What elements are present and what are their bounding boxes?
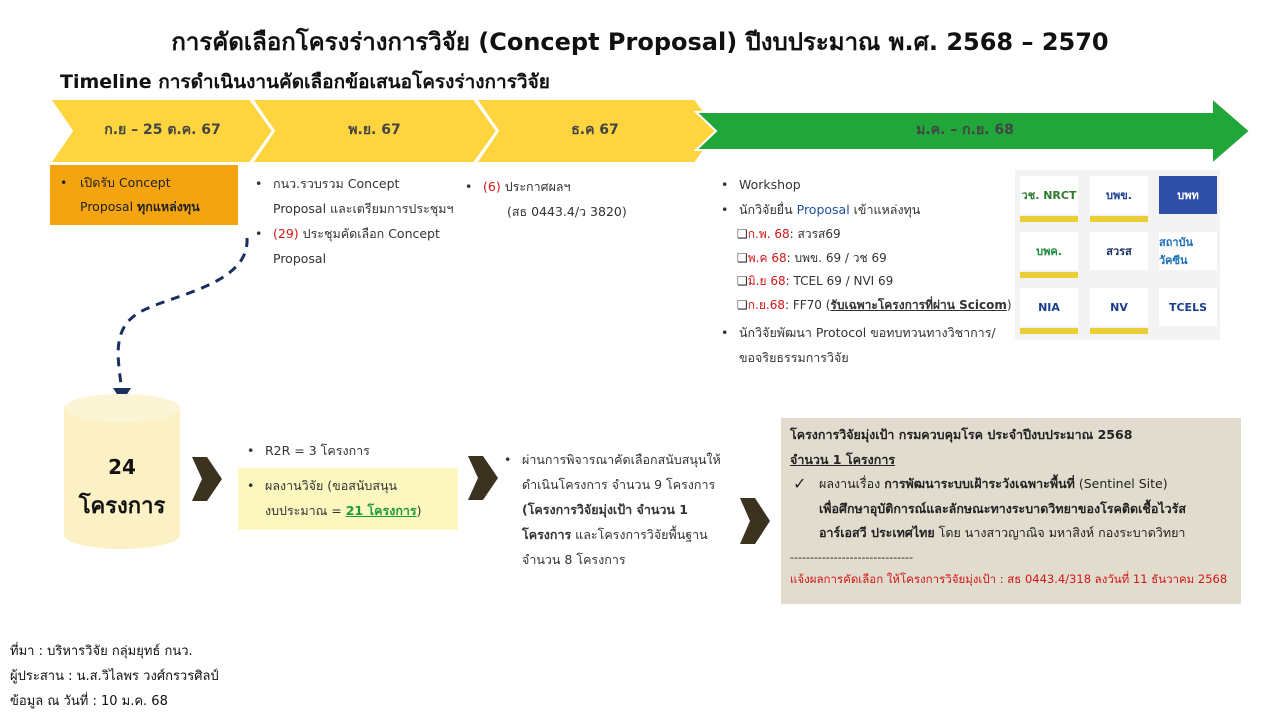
phase3-num: (6) <box>483 179 501 194</box>
result-content: โครงการวิจัยมุ่งเป้า กรมควบคุมโรค ประจำปีงบประมาณ 2568 จำนวน 1 โครงการ ✓ ผลงานเรื่อง การพัฒนาระบบเฝ้าระวังเฉพาะพื้นที่ (Sentinel Site) เพื่อศึกษาอุบัติการณ์และลักษณะทางระบาดวิทยาของโรคติดเชื้อไวรัส อาร์เอสวี ประเทศไทย โดย นางสาวญาณิจ มหาสิงห์ กองระบาดวิทยา ------------------------------- แจ้งผลการคัดเลือก ให้โครงการวิจัยมุ่งเป้า : สธ 0443.4/318 ลงวันที่ 11 ธันวาคม 2568 <box>790 423 1235 591</box>
logo-pmu-c: บพข. <box>1090 176 1148 214</box>
logo-pmu-a: บพท <box>1159 176 1217 214</box>
check-item: ❑มิ.ย 68: TCEL 69 / NVI 69 <box>737 274 894 288</box>
checkbox-icon: ❑ <box>737 274 748 288</box>
timeline-label-1: ก.ย – 25 ต.ค. 67 <box>104 122 221 138</box>
footer-coordinator: ผู้ประสาน : น.ส.วิไลพร วงศ์กรวรศิลป์ <box>10 669 219 684</box>
phase3-list: • (6) ประกาศผลฯ (สธ 0443.4/ว 3820) <box>483 174 683 224</box>
phase3-line1: ประกาศผลฯ <box>500 179 571 194</box>
logo-nv: NV <box>1090 288 1148 326</box>
timeline-label-4: ม.ค. – ก.ย. 68 <box>916 122 1014 138</box>
page-title: การคัดเลือกโครงร่างการวิจัย (Concept Proposal) ปีงบประมาณ พ.ศ. 2568 – 2570 <box>171 28 1109 56</box>
timeline-subtitle: Timeline การดำเนินงานคัดเลือกข้อเสนอโครงร่างการวิจัย <box>60 71 550 93</box>
selection-item: • ผ่านการพิจารณาคัดเลือกสนับสนุนให้ ดำเนินโครงการ จำนวน 9 โครงการ (โครงการวิจัยมุ่งเป้า จำนวน 1 โครงการ และโครงการวิจัยพื้นฐาน จำนวน 8 โครงการ <box>522 447 742 572</box>
checkbox-icon: ❑ <box>737 250 748 265</box>
phase4-protocol: • นักวิจัยพัฒนา Protocol ขอทบทวนทางวิชาการ/ ขอจริยธรรมการวิจัย <box>739 320 1029 370</box>
check-item: ❑พ.ค 68: บพข. 69 / วช 69 <box>737 250 887 265</box>
phase4-submit-c: เข้าแหล่งทุน <box>849 202 921 217</box>
r2r-item: • R2R = 3 โครงการ <box>247 443 370 458</box>
timeline-label-2: พ.ย. 67 <box>348 122 401 138</box>
phase2-b1-line2: Proposal และเตรียมการประชุมฯ <box>273 201 454 216</box>
phase1-line1: เปิดรับ Concept <box>80 175 171 190</box>
check-item: ❑ก.พ. 68: สวรส69 <box>737 227 841 241</box>
dashed-connector <box>118 238 247 395</box>
phase1-line2a: Proposal <box>80 199 138 214</box>
phase2-b2-line2: Proposal <box>273 251 327 266</box>
checkbox-icon: ❑ <box>737 227 748 241</box>
selection-line1: ผ่านการพิจารณาคัดเลือกสนับสนุนให้ <box>522 452 721 467</box>
phase3-line2: (สธ 0443.4/ว 3820) <box>507 204 627 219</box>
phase4-protocol-line2: ขอจริยธรรมการวิจัย <box>739 350 849 365</box>
checkbox-icon: ❑ <box>737 297 748 312</box>
cylinder-label: โครงการ <box>78 494 166 519</box>
check-icon: ✓ <box>793 474 807 493</box>
footer-source: ที่มา : บริหารวิจัย กลุ่มยุทธ์ กนว. <box>10 644 193 659</box>
research-count: 21 โครงการ <box>345 503 417 518</box>
chevron-3 <box>740 498 770 544</box>
result-divider: ------------------------------- <box>790 550 914 564</box>
check-item: ❑ก.ย.68: FF70 (รับเฉพาะโครงการที่ผ่าน Scicom) <box>737 297 1012 312</box>
timeline-label-3: ธ.ค 67 <box>571 122 619 138</box>
r2r-text: R2R = 3 โครงการ <box>265 443 370 458</box>
funder-logo-panel <box>1015 170 1220 340</box>
cylinder-top <box>64 394 180 422</box>
selection-line3: (โครงการวิจัยมุ่งเป้า จำนวน 1 <box>522 502 688 517</box>
result-p2: เพื่อศึกษาอุบัติการณ์และลักษณะทางระบาดวิทยาของโรคติดเชื้อไวรัส <box>819 500 1187 516</box>
phase4-submit-b: Proposal <box>796 202 850 217</box>
phase1-line2b: ทุกแหล่งทุน <box>137 199 200 214</box>
logo-tcels: TCELS <box>1159 288 1217 326</box>
result-count: จำนวน 1 โครงการ <box>790 451 896 467</box>
phase4-list: • Workshop • นักวิจัยยื่น Proposal เข้าแหล่งทุน <box>721 177 921 217</box>
logo-hsri: สวรส <box>1090 232 1148 270</box>
cylinder-number: 24 <box>108 455 136 479</box>
logo-nia: NIA <box>1020 288 1078 326</box>
logo-nvi: สถาบันวัคซีน <box>1159 232 1217 270</box>
phase2-b2-line1: ประชุมคัดเลือก Concept <box>298 226 440 241</box>
selection-line5: จำนวน 8 โครงการ <box>522 552 626 567</box>
phase4-workshop: Workshop <box>739 177 801 192</box>
phase2-list: • กนว.รวบรวม Concept Proposal และเตรียมการประชุมฯ • (29) ประชุมคัดเลือก Concept Proposal <box>273 171 488 271</box>
chevron-1 <box>192 457 222 501</box>
bullet: • <box>60 175 68 190</box>
phase2-b1-line1: กนว.รวบรวม Concept <box>273 176 400 191</box>
research-item: • ผลงานวิจัย (ขอสนับสนุน งบประมาณ = 21 โครงการ) <box>247 478 422 518</box>
funding-checklist <box>737 223 1017 317</box>
selection-line2: ดำเนินโครงการ จำนวน 9 โครงการ <box>522 477 716 492</box>
phase4-submit-a: นักวิจัยยื่น <box>739 202 797 217</box>
logo-pmu-b: บพค. <box>1020 232 1078 270</box>
result-heading: โครงการวิจัยมุ่งเป้า กรมควบคุมโรค ประจำปีงบประมาณ 2568 <box>790 427 1133 442</box>
research-line1: ผลงานวิจัย (ขอสนับสนุน <box>265 478 398 493</box>
logo-nrct: วช. NRCT <box>1020 176 1078 214</box>
footer-date: ข้อมูล ณ วันที่ : 10 ม.ค. 68 <box>10 694 168 709</box>
result-notice: แจ้งผลการคัดเลือก ให้โครงการวิจัยมุ่งเป้า : สธ 0443.4/318 ลงวันที่ 11 ธันวาคม 2568 <box>790 571 1228 586</box>
phase1-box <box>50 165 238 225</box>
chevron-2 <box>468 456 498 500</box>
phase4-protocol-line1: นักวิจัยพัฒนา Protocol ขอทบทวนทางวิชาการ/ <box>739 325 996 340</box>
phase2-b2-num: (29) <box>273 226 299 241</box>
